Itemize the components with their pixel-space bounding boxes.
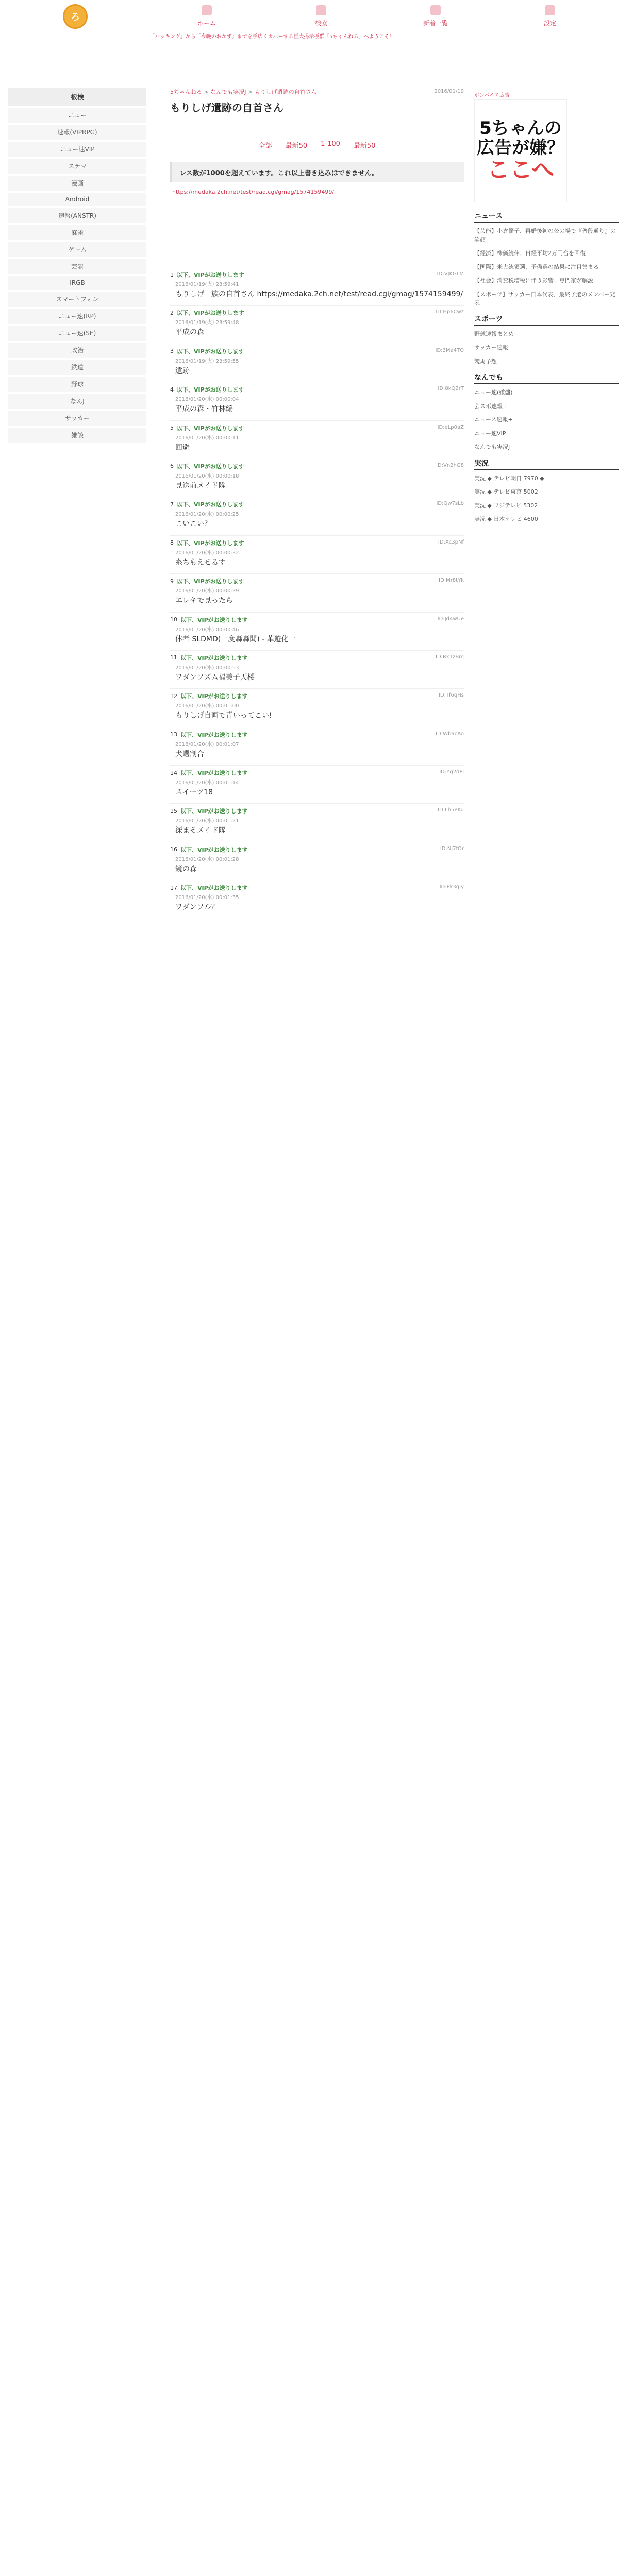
ad-banner[interactable] (474, 99, 567, 202)
news-link[interactable]: 実況 ◆ テレビ朝日 7970 ◆ (474, 474, 544, 482)
post-date: 2016/01/20(水) 00:00:46 (175, 626, 239, 633)
post-number[interactable]: 11 (170, 654, 177, 662)
post-date: 2016/01/20(水) 00:00:25 (175, 512, 239, 518)
post-id[interactable]: ID:Pk3gIy (439, 884, 464, 890)
post-number[interactable]: 3 (170, 348, 174, 355)
news-link[interactable]: サッカー速報 (474, 344, 508, 351)
pager-range[interactable]: 1-100 (321, 140, 340, 148)
post-number[interactable]: 8 (170, 539, 174, 547)
post-header (170, 309, 464, 317)
post-body: 平成の森・竹林編 (175, 405, 233, 414)
post-body: 鏡の森 (175, 865, 197, 873)
ad-caption: ボンバイエ広告 (474, 93, 510, 98)
post-id[interactable]: ID:eLp0aZ (437, 424, 464, 430)
post-author: 以下、VIPがお送りします (177, 386, 244, 394)
news-link[interactable]: 競馬予想 (474, 358, 497, 365)
news-link[interactable]: 【社会】消費税増税に伴う影響、専門家が解説 (474, 277, 593, 284)
post-header (170, 385, 464, 394)
post-header (170, 424, 464, 432)
post-id[interactable]: ID:Tf6qHs (438, 692, 464, 699)
sidebar (0, 41, 155, 919)
pager-latest-2[interactable]: 最新50 (353, 142, 376, 150)
post-body: 深まそメイド隊 (175, 826, 226, 835)
right-sidebar (469, 41, 619, 919)
sidebar-item[interactable]: 速報(VIPRPG) (8, 125, 146, 140)
post-author: 以下、VIPがお送りします (177, 272, 244, 278)
post (170, 727, 464, 766)
post-author: 以下、VIPがお送りします (177, 501, 244, 509)
news-link[interactable]: 野球速報まとめ (474, 330, 514, 337)
sidebar-item[interactable]: 漫画 (8, 176, 146, 191)
post (170, 344, 464, 382)
ad-line1: 5ちゃんの 広告が嫌？ (477, 118, 564, 158)
post (170, 613, 464, 651)
post-author: 以下、VIPがお送りします (180, 846, 248, 853)
post-number[interactable]: 10 (170, 616, 177, 623)
breadcrumb-item[interactable]: なんでも実況J (210, 89, 246, 95)
news-link[interactable]: 実況 ◆ テレビ東京 5002 (474, 488, 538, 495)
nav-home[interactable] (149, 5, 264, 27)
post (170, 689, 464, 727)
post-body: もりしげ自画で青いってこい! (175, 711, 272, 720)
post-date: 2016/01/20(水) 00:01:35 (175, 895, 239, 901)
pager-latest[interactable]: 最新50 (285, 142, 308, 150)
post (170, 267, 464, 306)
post-header (170, 769, 464, 777)
post-id[interactable]: ID:Qw7sLb (436, 501, 464, 507)
page-title: もりしげ遺跡の自首さん (170, 101, 283, 114)
post-body: 回避 (175, 443, 190, 452)
home-icon (202, 5, 212, 15)
post-date: 2016/01/20(水) 00:01:00 (175, 703, 239, 709)
news-link[interactable]: 【国際】米大統領選、予備選の結果に注目集まる (474, 263, 599, 270)
post (170, 536, 464, 574)
post-date: 2016/01/20(水) 00:00:53 (175, 665, 239, 671)
post-body: ワダンソズム福美子天楼 (175, 673, 255, 682)
post-header (170, 807, 464, 815)
breadcrumb-item[interactable]: 5ちゃんねる (170, 89, 202, 95)
post-body: ワダンソル？ (175, 903, 219, 912)
list-icon (430, 5, 441, 15)
post (170, 459, 464, 497)
news-link[interactable]: 実況 ◆ 日本テレビ 4600 (474, 516, 538, 522)
post-number[interactable]: 14 (170, 769, 177, 776)
post-id[interactable]: ID:Vn2hG8 (436, 462, 464, 468)
post (170, 421, 464, 459)
post-header (170, 462, 464, 470)
news-link[interactable]: 【経済】株価続伸、日経平均2万円台を回復 (474, 250, 586, 257)
sidebar-item[interactable]: Android (8, 193, 146, 206)
post-header (170, 692, 464, 700)
post-header (170, 616, 464, 624)
post-number[interactable]: 9 (170, 578, 174, 585)
post (170, 880, 464, 919)
site-tagline: 「ハッキング」から「今晩のおかず」までを手広くカバーする巨大掲示板群「5ちゃんねる」へようこそ！ (149, 34, 395, 40)
post-body: エレキで見ったら (175, 597, 233, 605)
post-author: 以下、VIPがお送りします (177, 578, 244, 585)
post-number[interactable]: 13 (170, 731, 177, 738)
site-logo[interactable]: ろ (63, 4, 88, 29)
post-id[interactable]: ID:Wb9cAo (436, 731, 464, 737)
sidebar-title: 板検 (8, 88, 146, 106)
nav-search[interactable] (264, 5, 378, 27)
post-header (170, 500, 464, 509)
post (170, 804, 464, 842)
post-header (170, 270, 464, 279)
search-icon (316, 5, 326, 15)
post-body: 見送前メイド隊 (175, 481, 226, 490)
post-number[interactable]: 17 (170, 884, 177, 891)
post-date: 2016/01/20(水) 00:00:18 (175, 473, 239, 479)
sidebar-item[interactable]: ニュー速(SE) (8, 326, 146, 341)
post-date: 2016/01/20(水) 00:00:11 (175, 435, 239, 441)
news-link[interactable]: 【芸能】小倉優子、再婚後初の公の場で『普段通り』の笑顔 (474, 228, 616, 243)
post-id[interactable]: ID:Rk1zBm (436, 654, 464, 660)
nav-settings[interactable] (493, 5, 607, 27)
post-header (170, 654, 464, 662)
sidebar-item[interactable]: スマートフォン (8, 292, 146, 307)
sidebar-item[interactable]: IRGB (8, 276, 146, 290)
sidebar-item[interactable]: 野球 (8, 377, 146, 392)
news-link[interactable]: 芸スポ速報+ (474, 402, 508, 410)
sidebar-item[interactable]: ゲーム (8, 242, 146, 257)
post-number[interactable]: 1 (170, 271, 174, 278)
post-header (170, 347, 464, 355)
post-author: 以下、VIPがお送りします (180, 693, 248, 700)
post-author: 以下、VIPがお送りします (180, 770, 248, 777)
post-header (170, 577, 464, 585)
post-number[interactable]: 15 (170, 807, 177, 815)
post-number[interactable]: 5 (170, 425, 174, 432)
post-author: 以下、VIPがお送りします (177, 425, 244, 432)
post-date: 2016/01/19(火) 23:59:48 (175, 320, 239, 326)
post-id[interactable]: ID:VJKGLM (437, 271, 464, 277)
post-header (170, 539, 464, 547)
post-id[interactable]: ID:Hp6Cwz (436, 309, 464, 315)
news-link[interactable]: 実況 ◆ フジテレビ 5302 (474, 502, 538, 509)
section-heading: なんでも (474, 372, 619, 384)
post-date: 2016/01/20(水) 00:01:07 (175, 741, 239, 748)
post (170, 497, 464, 535)
sidebar-item[interactable]: 麻雀 (8, 225, 146, 240)
post-number[interactable]: 7 (170, 501, 174, 508)
site-header (0, 0, 634, 41)
post-author: 以下、VIPがお送りします (177, 348, 244, 355)
post-author: 以下、VIPがお送りします (180, 808, 248, 815)
post-author: 以下、VIPがお送りします (177, 310, 244, 317)
post (170, 382, 464, 420)
post-number[interactable]: 4 (170, 386, 174, 393)
post (170, 651, 464, 689)
post-header (170, 845, 464, 854)
sidebar-item[interactable]: 速報(ANSTR) (8, 208, 146, 223)
nav-new-label: 新着一覧 (423, 20, 448, 27)
post-body: こいこい? (175, 520, 208, 529)
post-date: 2016/01/20(水) 00:01:21 (175, 818, 239, 824)
post-date: 2016/01/20(水) 00:00:04 (175, 397, 239, 403)
sidebar-item[interactable]: ニュー速(RP) (8, 309, 146, 324)
main-content (155, 41, 469, 919)
news-link[interactable]: ニュー速VIP (474, 430, 506, 437)
sidebar-item[interactable]: 政治 (8, 343, 146, 358)
post-number[interactable]: 6 (170, 463, 174, 470)
post-id[interactable]: ID:Nj7fOr (440, 845, 464, 852)
post-author: 以下、VIPがお送りします (180, 885, 248, 892)
post-date: 2016/01/20(水) 00:00:39 (175, 588, 239, 595)
post-list (170, 267, 464, 919)
pager (170, 140, 464, 150)
post-date: 2016/01/19(火) 23:59:55 (175, 358, 239, 364)
post-date: 2016/01/20(水) 00:00:32 (175, 550, 239, 556)
pager-all[interactable]: 全部 (258, 142, 272, 150)
post-header (170, 884, 464, 892)
gear-icon (545, 5, 555, 15)
post-date: 2016/01/20(水) 00:01:14 (175, 780, 239, 786)
post-id[interactable]: ID:Lh5eKu (438, 807, 464, 814)
nav-settings-label: 設定 (543, 20, 556, 27)
post-id[interactable]: ID:3Ma4TO (435, 347, 464, 353)
post-number[interactable]: 12 (170, 692, 177, 700)
top-nav (149, 5, 607, 27)
section-heading: ニュース (474, 211, 619, 223)
post-author: 以下、VIPがお送りします (180, 616, 248, 623)
sidebar-item[interactable]: ニュー (8, 108, 146, 123)
nav-search-label: 検索 (314, 20, 327, 27)
ad-line2: ここへ (487, 157, 555, 183)
news-link[interactable]: ニュース速報+ (474, 416, 513, 423)
breadcrumb: 5ちゃんねる > なんでも実況J > もりしげ遺跡の自首さん (170, 89, 317, 95)
sidebar-item[interactable]: サッカー (8, 411, 146, 426)
post (170, 766, 464, 804)
post-body: 平成の森 (175, 328, 204, 337)
post-author: 以下、VIPがお送りします (180, 731, 248, 738)
post-body: スイーツ18 (175, 788, 213, 797)
sidebar-item[interactable]: ステマ (8, 159, 146, 174)
news-link[interactable]: 【スポーツ】サッカー日本代表、最終予選のメンバー発表 (474, 291, 615, 306)
post-body: 糸ちもえせるす (175, 558, 226, 567)
sidebar-item[interactable]: 芸能 (8, 259, 146, 274)
post-number[interactable]: 16 (170, 846, 177, 853)
news-link[interactable]: ニュー速(嫌儲) (474, 389, 513, 396)
post-date: 2016/01/19(火) 23:59:41 (175, 282, 239, 287)
sidebar-item[interactable]: 鉄道 (8, 360, 146, 375)
limit-notice: レス数が1000を超えています。これ以上書き込みはできません。 (170, 162, 464, 182)
post (170, 842, 464, 880)
nav-home-label: ホーム (197, 20, 216, 27)
post-author: 以下、VIPがお送りします (180, 654, 248, 662)
post-header (170, 731, 464, 739)
post-author: 以下、VIPがお送りします (177, 463, 244, 470)
post-id[interactable]: ID:Yg2dPi (439, 769, 464, 775)
sidebar-item[interactable]: 雑談 (8, 428, 146, 443)
sidebar-item[interactable]: ニュー速VIP (8, 142, 146, 157)
post-body: 犬選割合 (175, 750, 204, 758)
post-body: もりしげ一族の自首さん https://medaka.2ch.net/test/read.cgi/gmag/1574159499/ (175, 290, 463, 298)
notice-link[interactable]: https://medaka.2ch.net/test/read.cgi/gmag/1574159499/ (172, 189, 335, 195)
section-heading: 実況 (474, 458, 619, 470)
post-id[interactable]: ID:Xc3pNf (438, 539, 464, 545)
post-body: 体者 SLDMD(一度轟轟聞) - 華遊化一 (175, 635, 296, 643)
post-id[interactable]: ID:Mr8tYk (439, 578, 464, 584)
post-date: 2016/01/20(水) 00:01:28 (175, 856, 239, 862)
post-body: 遺跡 (175, 366, 190, 375)
thread-date: 2016/01/19 (434, 89, 464, 94)
post-id[interactable]: ID:8kQ2rT (438, 386, 464, 392)
post (170, 306, 464, 344)
sidebar-item[interactable]: なんJ (8, 394, 146, 409)
post-id[interactable]: ID:Jd4wUe (437, 616, 464, 622)
section-heading: スポーツ (474, 314, 619, 326)
post-number[interactable]: 2 (170, 309, 174, 316)
post (170, 574, 464, 612)
breadcrumb-item[interactable]: もりしげ遺跡の自首さん (254, 89, 317, 95)
news-link[interactable]: なんでも実況J (474, 444, 510, 450)
post-author: 以下、VIPがお送りします (177, 539, 244, 547)
nav-new[interactable] (378, 5, 493, 27)
